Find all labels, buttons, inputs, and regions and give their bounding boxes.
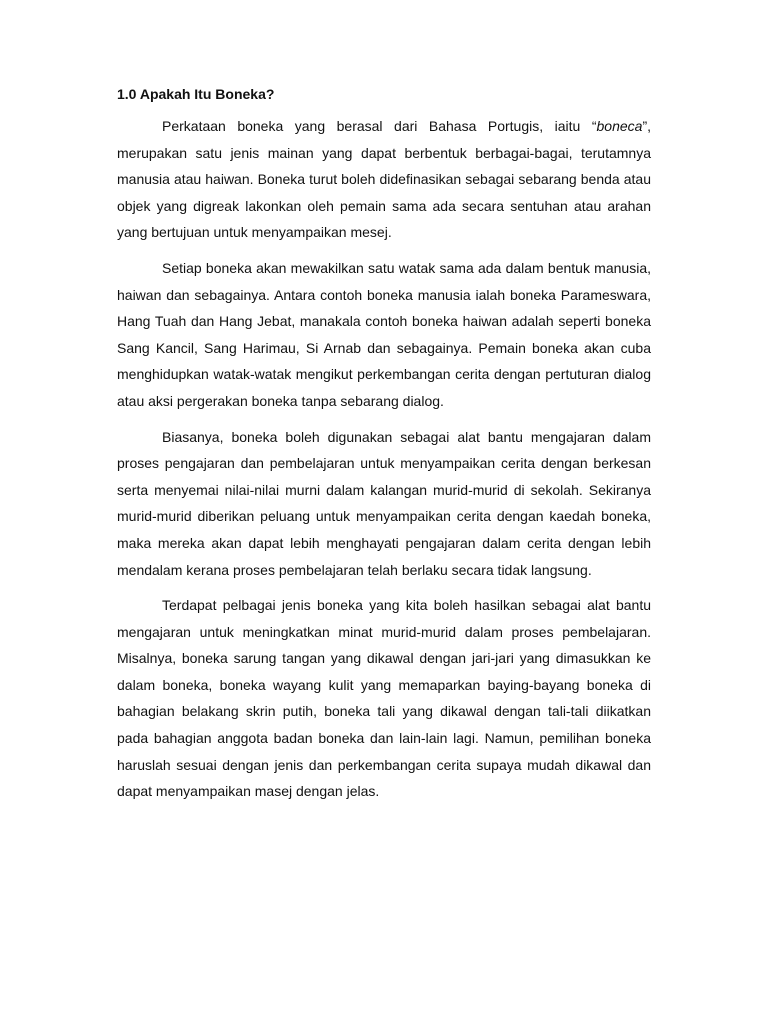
paragraph-2: Setiap boneka akan mewakilkan satu watak sama ada dalam bentuk manusia, haiwan dan sebagainya. Antara contoh boneka manusia ialah boneka Parameswara, Hang Tuah dan Hang Jebat, manakala contoh boneka haiwan adalah seperti boneka Sang Kancil, Sang Harimau, Si Arnab dan sebagainya. Pemain boneka akan cuba menghidupkan watak-watak mengikut perkembangan cerita dengan pertuturan dialog atau aksi pergerakan boneka tanpa sebarang dialog. bbox=[117, 259, 651, 409]
paragraph-1 bbox=[117, 113, 651, 246]
document-page bbox=[117, 84, 651, 814]
italic-term-boneca: boneca bbox=[596, 118, 643, 134]
paragraph-1-lead: Perkataan boneka yang berasal dari Bahasa Portugis, iaitu “ bbox=[162, 118, 597, 134]
paragraph-1-body: ”, merupakan satu jenis mainan yang dapat berbentuk berbagai-bagai, terutamnya manusia atau haiwan. Boneka turut boleh didefinasikan sebagai sebarang benda atau objek yang digreak lakonkan oleh pemain sama ada secara sentuhan atau arahan yang bertujuan untuk menyampaikan mesej. bbox=[117, 118, 651, 241]
paragraph-4: Terdapat pelbagai jenis boneka yang kita boleh hasilkan sebagai alat bantu mengajaran untuk meningkatkan minat murid-murid dalam proses pembelajaran. Misalnya, boneka sarung tangan yang dikawal dengan jari-jari yang dimasukkan ke dalam boneka, boneka wayang kulit yang memaparkan baying-bayang boneka di bahagian belakang skrin putih, boneka tali yang dikawal dengan tali-tali diikatkan pada bahagian anggota badan boneka dan lain-lain lagi. Namun, pemilihan boneka haruslah sesuai dengan jenis dan perkembangan cerita supaya mudah dikawal dan dapat menyampaikan masej dengan jelas. bbox=[117, 597, 651, 800]
section-heading: 1.0 Apakah Itu Boneka? bbox=[117, 86, 275, 102]
paragraph-3: Biasanya, boneka boleh digunakan sebagai alat bantu mengajaran dalam proses pengajaran dan pembelajaran untuk menyampaikan cerita dengan berkesan serta menyemai nilai-nilai murni dalam kalangan murid-murid di sekolah. Sekiranya murid-murid diberikan peluang untuk menyampaikan cerita dengan kaedah boneka, maka mereka akan dapat lebih menghayati pengajaran dalam cerita dengan lebih mendalam kerana proses pembelajaran telah berlaku secara tidak langsung. bbox=[117, 428, 651, 578]
